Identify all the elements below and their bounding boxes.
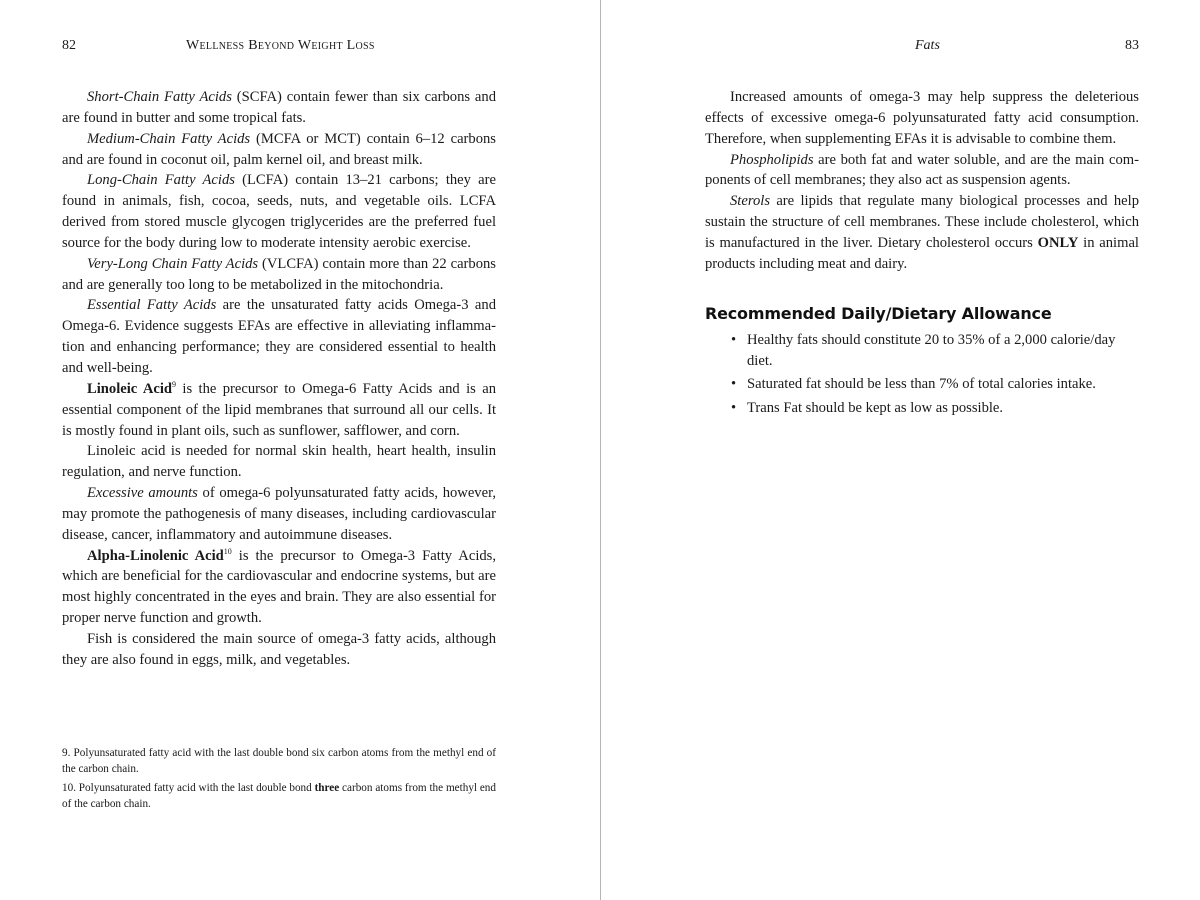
- term-mcfa: Medium-Chain Fatty Acids: [87, 130, 251, 147]
- paragraph-lcfa: Long-Chain Fatty Acids (LCFA) contain 13–21 carbons; they are found in animals, fish, cocoa, seeds, nuts, and vegetable oils. LCFA derived from stored muscle glycogen triglycerides are the preferred fuel source for the body during low to moderate intensity aerobic exercise.: [62, 172, 496, 251]
- paragraph-linoleic-acid: Linoleic Acid$^9$ is the precursor to Omega-6 Fatty Acids and is an essential component of the lipid membranes that surround all our cells. It is mostly found in plant oils, such as sunflower, safflower, and corn.: [62, 379, 496, 439]
- term-sterols: Sterols: [730, 193, 770, 210]
- paragraph-scfa: Short-Chain Fatty Acids (SCFA) contain fewer than six carbons and are found in butter and some tropical fats.: [62, 89, 496, 126]
- term-lcfa: Long-Chain Fatty Acids: [87, 172, 235, 189]
- footnote-ref-10[interactable]: 10: [223, 546, 232, 556]
- paragraph-sterols: Sterols are lipids that regulate many biological processes and help sustain the structure of cell membranes. These include cholesterol, which is manufactured in the liver. Dietary cholesterol occurs ONLY in animal products including meat and dairy.: [705, 193, 1139, 272]
- paragraph-excessive-omega6: Excessive amounts of omega-6 polyunsaturated fatty acids, however, may promote the pathogenesis of many diseases, including cardiovascular disease, cancer, inflammatory and autoimmune diseases.: [62, 485, 496, 543]
- left-running-head: [62, 38, 496, 58]
- term-excessive-amounts: Excessive amounts: [87, 485, 198, 502]
- emphasis-only: ONLY: [1037, 234, 1079, 251]
- footnote-ref-9[interactable]: 9: [172, 379, 177, 389]
- paragraph-vlcfa: Very-Long Chain Fatty Acids (VLCFA) contain more than 22 carbons and are generally too long to be metabolized in the mitochondria.: [62, 255, 496, 293]
- page-gutter-divider: [600, 0, 601, 900]
- paragraph-fish-omega3: Fish is considered the main source of omega-3 fatty acids, although they are also found in eggs, milk, and vegetables.: [62, 630, 496, 668]
- paragraph-alpha-linolenic-acid: Alpha-Linolenic Acid$^{10}$ is the precursor to Omega-3 Fatty Acids, which are beneficial for the cardiovascular and endocrine systems, but are most highly concentrated in the eyes and brain. They are also essential for proper nerve function and growth.: [62, 546, 497, 627]
- bullet-icon: •: [731, 399, 737, 416]
- bullet-icon: •: [731, 332, 737, 348]
- page-number-left: 82: [62, 38, 76, 53]
- left-body-text: [62, 87, 496, 671]
- list-item: • Saturated fat should be less than 7% of total calories intake.: [705, 374, 1139, 395]
- rda-bullet-list: [705, 330, 1139, 421]
- right-body-text: [705, 87, 1139, 275]
- term-scfa: Short-Chain Fatty Acids: [87, 89, 232, 105]
- paragraph-omega3-suppress: Increased amounts of omega-3 may help suppress the deleterious effects of excessive omega-6 polyunsaturated fatty acid consumption. Therefore, when supplementing EFAs it is advisable to combine them.: [705, 89, 1139, 147]
- term-phospholipids: Phospholipids: [730, 151, 814, 168]
- paragraph-mcfa: Medium-Chain Fatty Acids (MCFA or MCT) contain 6–12 carbons and are found in coconut oil, palm kernel oil, and breast milk.: [62, 130, 496, 168]
- page-number-right: 83: [1125, 38, 1139, 53]
- section-heading-rda: Recommended Daily/Dietary Allowance: [705, 304, 1052, 323]
- right-page: [705, 0, 1139, 900]
- bullet-icon: •: [731, 376, 737, 392]
- list-item: • Trans Fat should be kept as low as possible.: [705, 398, 1139, 419]
- paragraph-linoleic-uses: Linoleic acid is needed for normal skin health, heart health, insulin regulation, and nerve function.: [62, 443, 496, 481]
- list-item: • Healthy fats should constitute 20 to 35% of a 2,000 calorie/day diet.: [731, 332, 1116, 369]
- paragraph-efa: Essential Fatty Acids are the unsaturated fatty acids Omega-3 and Omega-6. Evidence suggests EFAs are effective in alleviating inflammation and enhancing performance; they are considered essential to health and well-being.: [62, 297, 496, 376]
- left-page: [62, 0, 496, 900]
- footnote-9: 9. Polyunsaturated fatty acid with the last double bond six carbon atoms from the methyl end of the carbon chain.: [62, 747, 496, 775]
- chapter-title-header: Fats: [915, 38, 940, 53]
- term-efa: Essential Fatty Acids: [87, 297, 217, 314]
- footnote-10: 10. Polyunsaturated fatty acid with the last double bond three carbon atoms from the methyl end of the carbon chain.: [62, 782, 496, 810]
- paragraph-phospholipids: Phospholipids are both fat and water soluble, and are the main components of cell membranes; they also act as suspension agents.: [705, 151, 1139, 189]
- term-alpha-linolenic-acid: Alpha-Linolenic Acid: [87, 547, 224, 564]
- footnotes: [62, 746, 496, 816]
- right-running-head: [705, 38, 1139, 58]
- book-title-header: Wellness Beyond Weight Loss: [186, 38, 375, 53]
- term-vlcfa: Very-Long Chain Fatty Acids: [87, 255, 259, 272]
- term-linoleic-acid: Linoleic Acid: [87, 380, 173, 397]
